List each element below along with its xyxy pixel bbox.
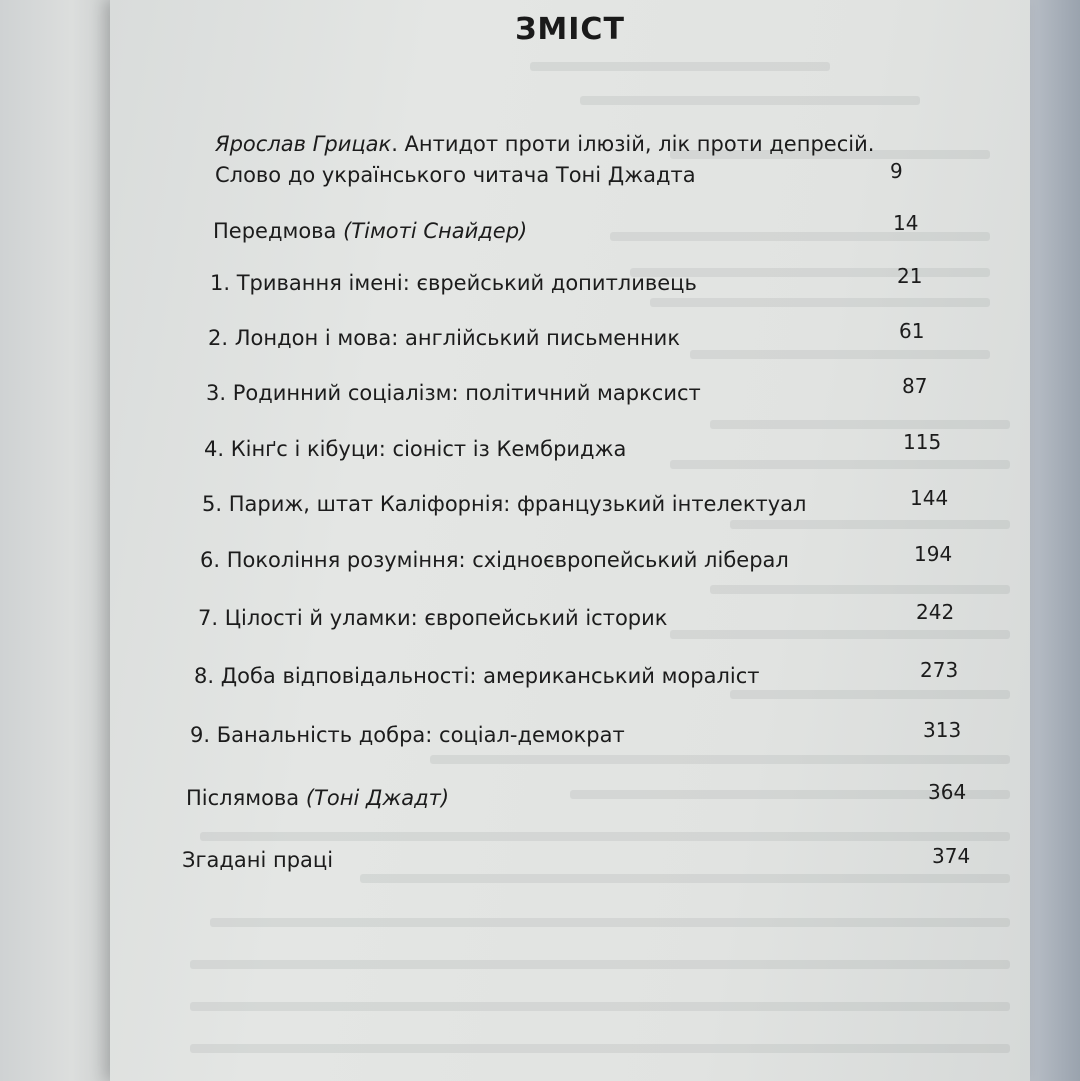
intro-title: . Антидот проти ілюзій, лік проти депресій. [391, 132, 875, 156]
afterword-author: (Тоні Джадт) [305, 786, 450, 810]
toc-page-chapter: 194 [914, 542, 953, 566]
toc-page-foreword: 14 [893, 211, 919, 235]
toc-entry-chapter: 5. Париж, штат Каліфорнія: французький інтелектуал [202, 492, 807, 516]
toc-page-intro: 9 [890, 159, 903, 183]
toc-page-chapter: 61 [899, 319, 925, 343]
toc-page-afterword: 364 [928, 780, 967, 804]
toc-entry-intro-line2: Слово до українського читача Тоні Джадта [215, 163, 696, 187]
toc-page-chapter: 21 [897, 264, 923, 288]
intro-author: Ярослав Грицак [215, 132, 392, 156]
toc-page-chapter: 144 [910, 486, 949, 510]
toc-entry-intro-line1 [215, 132, 874, 156]
foreword-label: Передмова [213, 219, 344, 243]
toc-entry-chapter: 1. Тривання імені: єврейський допитливець [210, 271, 697, 295]
toc-page-chapter: 115 [903, 430, 942, 454]
toc-entry-chapter: 2. Лондон і мова: англійський письменник [208, 326, 681, 350]
toc-entry-chapter: 7. Цілості й уламки: європейський історик [198, 606, 668, 630]
book-page [110, 0, 1030, 1081]
toc-entry-works: Згадані праці [182, 848, 334, 872]
toc-page-works: 374 [932, 844, 971, 868]
toc-page-chapter: 87 [902, 374, 928, 398]
toc-entry-chapter: 9. Банальність добра: соціал-демократ [190, 723, 625, 747]
toc-entry-chapter: 8. Доба відповідальності: американський мораліст [194, 664, 760, 688]
toc-page-chapter: 273 [920, 658, 959, 682]
toc-entry-chapter: 4. Кінґс і кібуци: сіоніст із Кембриджа [204, 437, 627, 461]
background-surface [1030, 0, 1080, 1081]
afterword-label: Післямова [186, 786, 306, 810]
toc-entry-chapter: 3. Родинний соціалізм: політичний марксист [206, 381, 701, 405]
toc-page-chapter: 242 [916, 600, 955, 624]
foreword-author: (Тімоті Снайдер) [343, 219, 528, 243]
toc-entry-foreword [213, 219, 527, 243]
toc-entry-chapter: 6. Покоління розуміння: східноєвропейський ліберал [200, 548, 789, 572]
page-title: ЗМІСТ [515, 12, 625, 47]
facing-page-edge [0, 0, 120, 1081]
toc-entry-afterword [186, 786, 449, 810]
toc-page-chapter: 313 [923, 718, 962, 742]
